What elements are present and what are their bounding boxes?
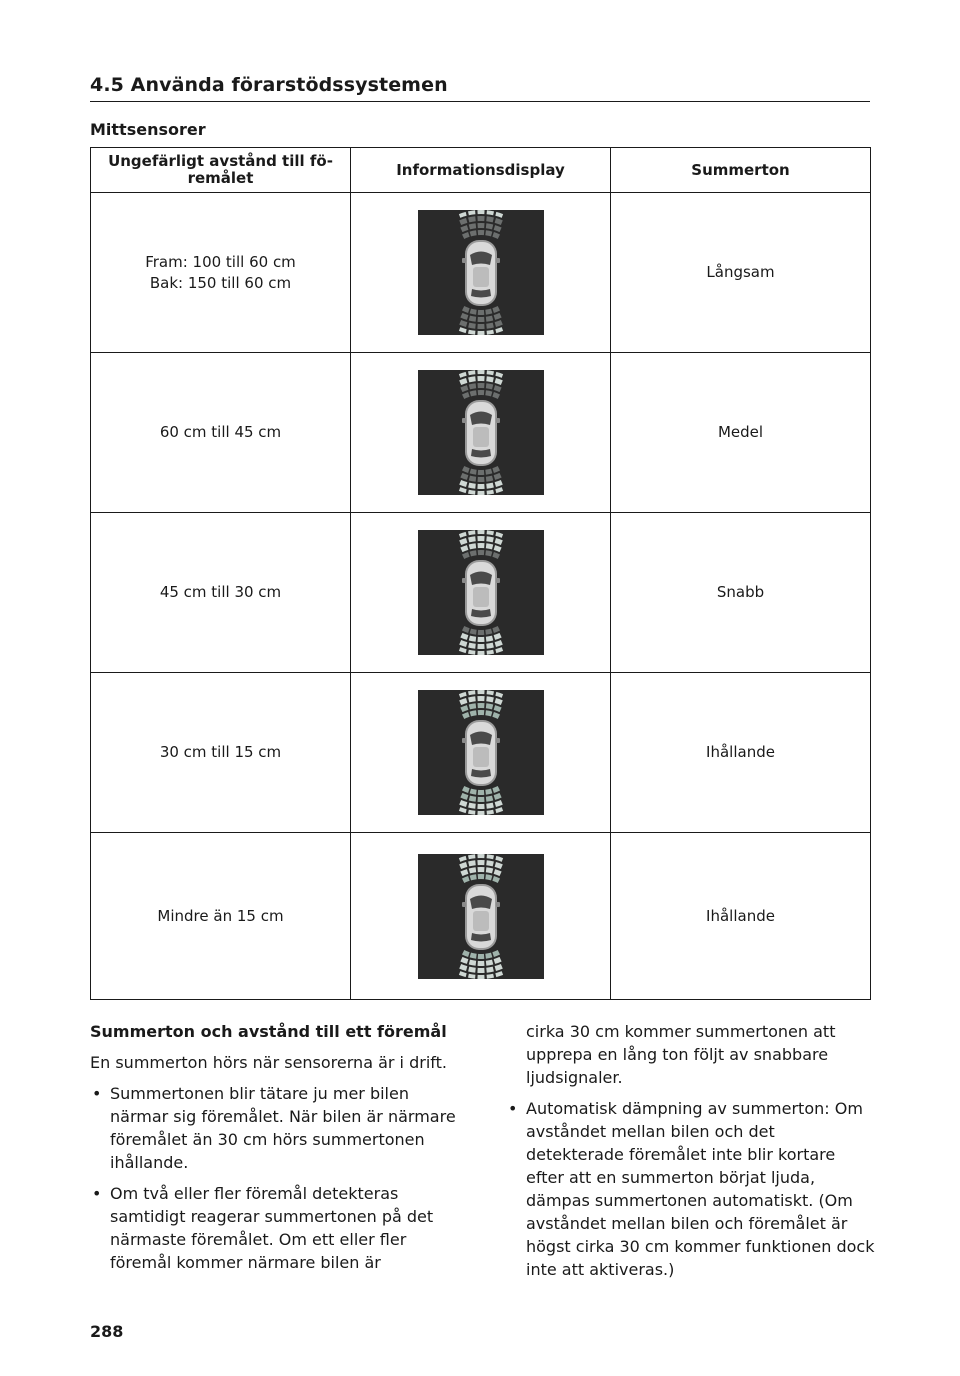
table-row bbox=[91, 353, 871, 513]
distance-text: Fram: 100 till 60 cm bbox=[145, 252, 296, 271]
car-top-view bbox=[462, 560, 500, 626]
body-intro: En summerton hörs när sensorerna är i drift. bbox=[90, 1053, 447, 1072]
bullet-item bbox=[90, 1182, 460, 1274]
distance-text: 30 cm till 15 cm bbox=[159, 743, 282, 761]
bullet-item bbox=[90, 1082, 460, 1174]
parking-sensor-display-icon bbox=[418, 210, 544, 335]
bullet-symbol: • bbox=[92, 1184, 102, 1203]
bullet-symbol: • bbox=[508, 1099, 518, 1118]
bullet-text: Summertonen blir tätare ju mer bilen närmar sig föremålet. När bilen är närmare föremålet än 30 cm hörs summertonen ihållande. bbox=[110, 1084, 456, 1172]
distance-cell bbox=[91, 353, 351, 513]
display-cell bbox=[351, 193, 611, 353]
distance-cell bbox=[91, 513, 351, 673]
distance-text: Bak: 150 till 60 cm bbox=[149, 273, 292, 292]
header-tone: Summerton bbox=[611, 148, 871, 193]
parking-sensor-display-icon bbox=[418, 854, 544, 979]
sensor-table bbox=[90, 147, 871, 1000]
display-cell bbox=[351, 513, 611, 673]
header-display: Informationsdisplay bbox=[351, 148, 611, 193]
table-row bbox=[91, 833, 871, 1000]
table-header-row bbox=[91, 148, 871, 193]
tone-cell: Medel bbox=[611, 353, 871, 513]
section-heading: 4.5 Använda förarstödssystemen bbox=[90, 74, 870, 102]
car-top-view bbox=[462, 884, 500, 950]
table-row bbox=[91, 673, 871, 833]
bullet-continuation: cirka 30 cm kommer summertonen att upprepa en lång ton följt av snabbare ljudsignaler. bbox=[526, 1022, 836, 1087]
car-top-view bbox=[462, 720, 500, 786]
distance-cell bbox=[91, 193, 351, 353]
parking-sensor-display-icon bbox=[418, 370, 544, 495]
distance-cell bbox=[91, 673, 351, 833]
tone-cell: Ihållande bbox=[611, 673, 871, 833]
table-row bbox=[91, 193, 871, 353]
distance-text: Mindre än 15 cm bbox=[157, 906, 284, 925]
tone-cell: Ihållande bbox=[611, 833, 871, 1000]
bullet-item bbox=[506, 1097, 876, 1281]
distance-text: 45 cm till 30 cm bbox=[159, 583, 282, 601]
display-cell bbox=[351, 673, 611, 833]
table-row bbox=[91, 513, 871, 673]
car-top-view bbox=[462, 400, 500, 466]
parking-sensor-display-icon bbox=[418, 690, 544, 815]
text-column-left bbox=[90, 1020, 460, 1282]
body-heading: Summerton och avstånd till ett föremål bbox=[90, 1022, 447, 1041]
text-column-right bbox=[506, 1020, 876, 1289]
header-distance: Ungefärligt avstånd till fö-remålet bbox=[91, 148, 351, 193]
tone-cell: Snabb bbox=[611, 513, 871, 673]
tone-cell: Långsam bbox=[611, 193, 871, 353]
bullet-text: Automatisk dämpning av summerton: Om avståndet mellan bilen och det detekterade föremålet inte blir kortare efter att en summerton börjat ljuda, dämpas summertonen automatiskt. (Om avståndet mellan bilen och föremålet är högst cirka 30 cm kommer funktionen dock inte att aktiveras.) bbox=[526, 1099, 875, 1279]
bullet-text: Om två eller fler föremål detekteras samtidigt reagerar summertonen på det närmaste föremålet. Om ett eller fler föremål kommer närmare bilen är bbox=[110, 1184, 434, 1272]
display-cell bbox=[351, 353, 611, 513]
page-number: 288 bbox=[90, 1322, 124, 1341]
display-cell bbox=[351, 833, 611, 1000]
subsection-heading: Mittsensorer bbox=[90, 120, 206, 139]
parking-sensor-display-icon bbox=[418, 530, 544, 655]
distance-cell bbox=[91, 833, 351, 1000]
car-top-view bbox=[462, 240, 500, 306]
distance-text: 60 cm till 45 cm bbox=[159, 423, 282, 441]
bullet-symbol: • bbox=[92, 1084, 102, 1103]
